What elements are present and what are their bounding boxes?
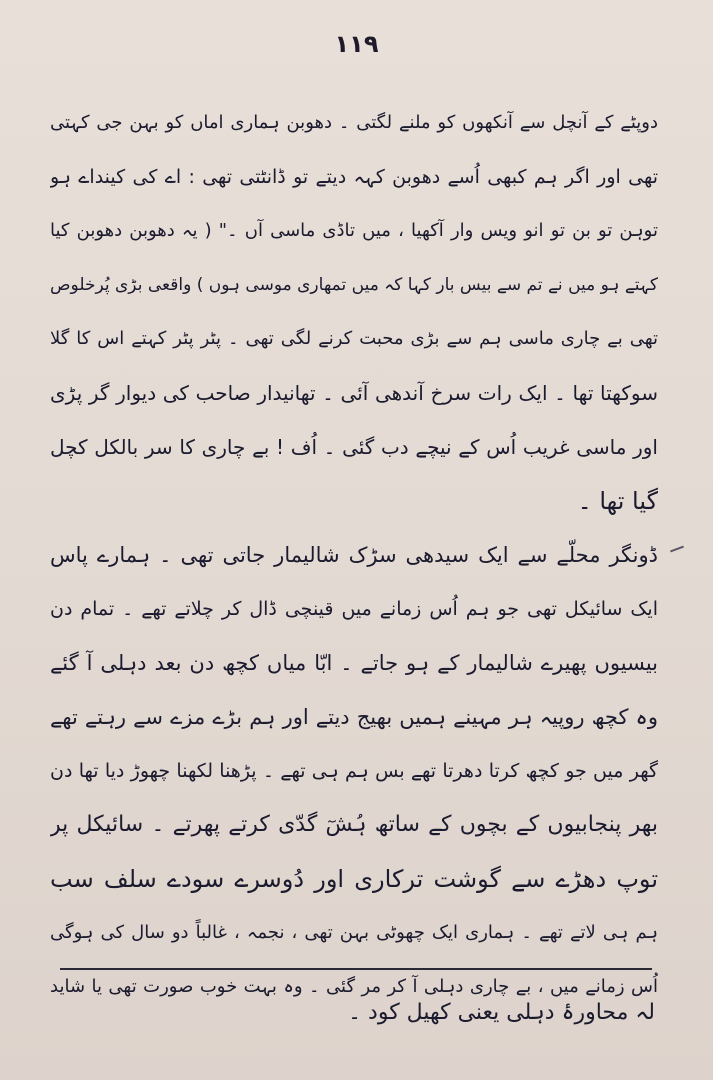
text-line: توپ دھڑے سے گوشت ترکاری اور دُوسرے سودے سلف سب bbox=[50, 865, 658, 893]
text-line: تھی اور اگر ہم کبھی اُسے دھوبن کہہ دیتے تو ڈانٹتی تھی : اے کی کینداے ہو bbox=[50, 166, 658, 188]
footnote: لہ محاورۂ دہلی یعنی کھیل کود ۔ bbox=[348, 1000, 655, 1025]
text-line: کہتے ہو میں نے تم سے بیس بار کہا کہ میں تمھاری موسی ہوں ) واقعی بڑی پُرخلوص bbox=[50, 275, 658, 295]
text-line: سوکھتا تھا ۔ ایک رات سرخ آندھی آئی ۔ تھانیدار صاحب کی دیوار گر پڑی bbox=[50, 381, 658, 405]
footnote-divider bbox=[60, 968, 652, 970]
text-line: بیسیوں پھیرے شالیمار کے ہو جاتے ۔ ابّا میاں کچھ دن بعد دہلی آ گئے bbox=[50, 651, 658, 675]
text-line: بھر پنجابیوں کے بچوں کے ساتھ ہُشٓ گدّی کرتے پھرتے ۔ سائیکل پر bbox=[50, 812, 658, 837]
text-line: توہن تو بن تو انو ویس وار آکھیا ، میں تاڈی ماسی آں ۔" ( یہ دھوبن دھوبن کیا bbox=[50, 220, 658, 241]
text-line: اور ماسی غریب اُس کے نیچے دب گئی ۔ اُف ! بے چاری کا سر بالکل کچل bbox=[50, 435, 658, 459]
page-number: ۱۱۹ bbox=[334, 30, 379, 58]
margin-mark bbox=[670, 546, 684, 553]
text-line-paragraph-end: گیا تھا ۔ bbox=[577, 487, 658, 515]
text-line: دوپٹے کے آنچل سے آنکھوں کو ملنے لگتی ۔ دھوبن ہماری اماں کو بہن جی کہتی bbox=[50, 112, 658, 133]
text-line: وہ کچھ روپیہ ہر مہینے ہمیں بھیج دیتے اور ہم بڑے مزے سے رہتے تھے bbox=[50, 705, 658, 729]
text-line: ہم ہی لاتے تھے ۔ ہماری ایک چھوٹی بہن تھی ، نجمہ ، غالباً دو سال کی ہوگی bbox=[50, 922, 658, 943]
text-line: اُس زمانے میں ، بے چاری دہلی آ کر مر گئی ۔ وہ بہت خوب صورت تھی یا شاید bbox=[50, 976, 658, 997]
text-line: ایک سائیکل تھی جو ہم اُس زمانے میں قینچی ڈال کر چلاتے تھے ۔ تمام دن bbox=[50, 598, 658, 620]
text-line: گھر میں جو کچھ کرتا دھرتا تھے بس ہم ہی تھے ۔ پڑھنا لکھنا چھوڑ دیا تھا دن bbox=[50, 760, 658, 782]
body-text bbox=[50, 96, 658, 1014]
text-line: تھی بے چاری ماسی ہم سے بڑی محبت کرنے لگی تھی ۔ پٹر پٹر کہتے اس کا گلا bbox=[50, 328, 658, 349]
text-line-paragraph-start: ڈونگر محلّے سے ایک سیدھی سڑک شالیمار جاتی تھی ۔ ہمارے پاس bbox=[50, 543, 658, 567]
